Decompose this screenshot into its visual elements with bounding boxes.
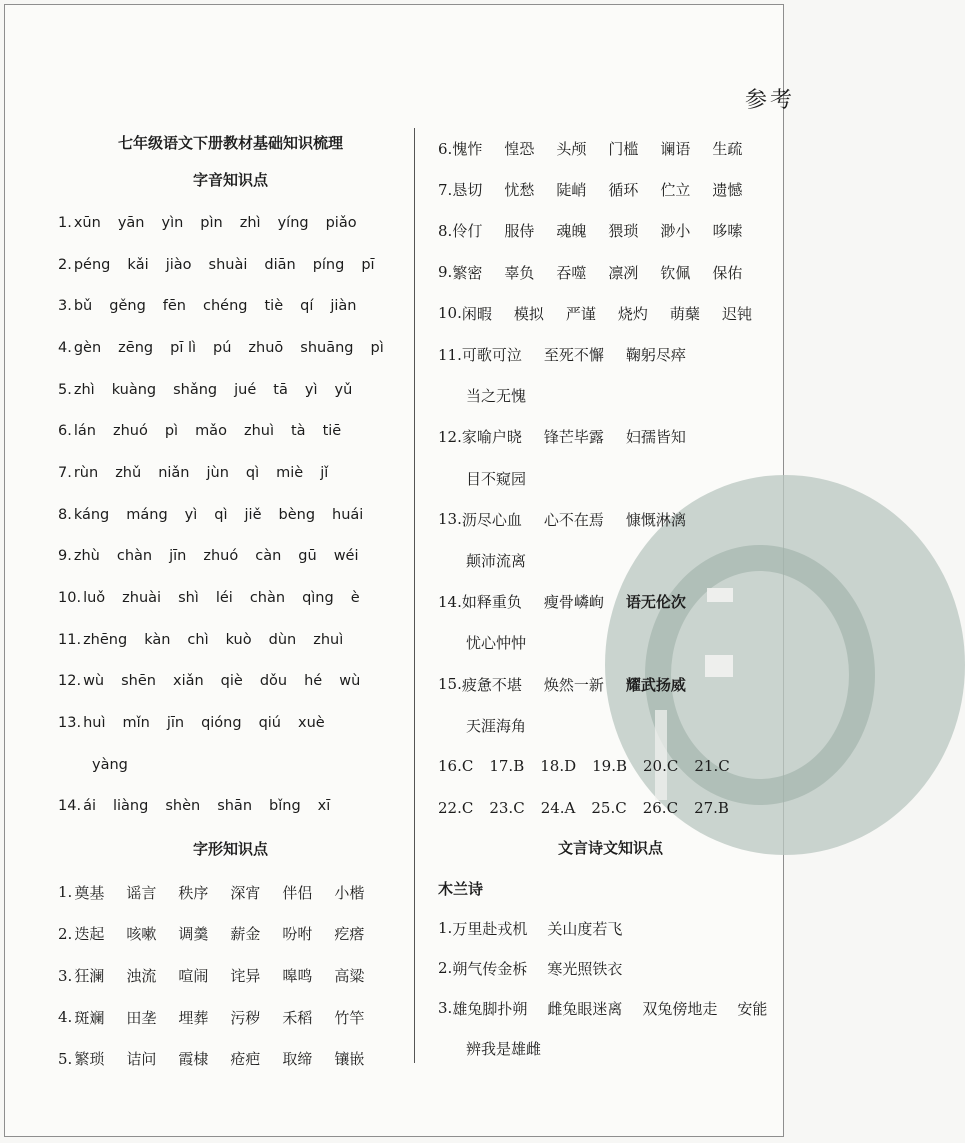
item-word: 奠基 (74, 883, 105, 902)
item-word: qióng (201, 715, 242, 732)
item-word: 如释重负 (461, 593, 522, 612)
pinyin-row (58, 702, 403, 744)
item-number: 11. (438, 345, 462, 364)
item-number: 8. (58, 506, 72, 523)
item-word: 疙瘩 (334, 925, 365, 944)
item-word: yān (117, 214, 145, 231)
item-number: 10. (58, 590, 82, 607)
choice-answers (438, 746, 783, 828)
item-word: jué (234, 381, 257, 398)
item-word: pī (361, 256, 375, 273)
item-word: zēng (118, 339, 154, 356)
item-word: shǎng (173, 381, 218, 398)
item-word: piǎo (325, 214, 357, 231)
item-word: huái (332, 506, 364, 523)
choice-answer: 23.C (489, 798, 525, 817)
item-word: kuò (225, 631, 252, 648)
choice-answer: 16.C (438, 757, 474, 776)
item-word: 钦佩 (660, 263, 691, 282)
zixing-row (438, 375, 783, 416)
item-word: zhēng (83, 631, 128, 648)
item-word: qì (245, 464, 260, 481)
item-word: pìn (200, 214, 223, 231)
mulan-title: 木兰诗 (438, 879, 484, 898)
item-word: 浊流 (126, 967, 157, 986)
mulan-row (438, 1028, 783, 1068)
item-number: 13. (58, 715, 82, 732)
item-word: càn (255, 548, 282, 565)
item-number: 3. (58, 966, 73, 985)
item-word: 喧闹 (178, 967, 209, 986)
item-word: 埋葬 (178, 1008, 209, 1027)
item-word: 霞棣 (178, 1050, 209, 1069)
item-word: 恳切 (452, 181, 483, 200)
item-word: jīn (166, 715, 185, 732)
item-number: 2. (58, 924, 73, 943)
choice-answer: 18.D (540, 757, 577, 776)
item-word: zhuài (122, 590, 162, 607)
item-word: jǐ (320, 464, 329, 481)
item-word: wù (83, 673, 105, 690)
item-word: 当之无愧 (466, 387, 527, 406)
pinyin-row (58, 661, 403, 703)
item-number: 2. (438, 959, 453, 978)
item-word: qiè (220, 673, 243, 690)
zixing-row (438, 540, 783, 581)
item-word: 伫立 (660, 181, 691, 200)
item-word: 诘问 (126, 1050, 157, 1069)
zixing-row (438, 416, 783, 457)
item-word: 鞠躬尽瘁 (625, 346, 686, 365)
mulan-row (438, 948, 783, 988)
zixing-row (438, 128, 783, 169)
item-word: chéng (203, 298, 248, 315)
item-word: 慷慨淋漓 (625, 510, 686, 529)
zixing-list (58, 871, 403, 1079)
choice-answer: 17.B (489, 757, 525, 776)
pinyin-row (58, 410, 403, 452)
zixing-row (438, 622, 783, 663)
item-word: 颠沛流离 (466, 551, 527, 570)
item-word: jiàn (330, 298, 357, 315)
item-word: 繁密 (452, 263, 483, 282)
item-word: zhuó (203, 548, 239, 565)
zixing-row (438, 499, 783, 540)
item-word: 目不窥园 (466, 469, 527, 488)
item-word: diān (264, 256, 296, 273)
item-word: 镶嵌 (334, 1050, 365, 1069)
choice-answer: 25.C (591, 798, 627, 817)
mulan-row (438, 988, 783, 1028)
mulan-list (438, 908, 783, 1068)
pinyin-row (58, 327, 403, 369)
item-word: 朔气传金柝 (452, 959, 528, 978)
item-word: 至死不懈 (543, 346, 604, 365)
item-word: 瘦骨嶙峋 (543, 593, 604, 612)
item-word: 渺小 (660, 222, 691, 241)
item-word: kàn (144, 631, 171, 648)
item-word: 心不在焉 (543, 510, 604, 529)
item-word: yì (304, 381, 318, 398)
item-word: 深宵 (230, 883, 261, 902)
zixing-row (58, 1038, 403, 1080)
pinyin-row (58, 285, 403, 327)
item-number: 14. (58, 798, 82, 815)
item-word: 双兔傍地走 (642, 999, 718, 1018)
zixing-list-continued (438, 128, 783, 746)
item-word: è (350, 590, 360, 607)
item-word: shuài (208, 256, 248, 273)
item-word: jùn (206, 464, 229, 481)
item-word: shèn (165, 798, 201, 815)
item-word: yàng (92, 756, 128, 773)
item-word: gèn (73, 339, 102, 356)
item-word: dǒu (259, 673, 288, 690)
item-word: pú (213, 339, 232, 356)
item-word: péng (73, 256, 111, 273)
item-word: 焕然一新 (543, 675, 604, 694)
item-word: jiào (165, 256, 192, 273)
item-word: wù (339, 673, 361, 690)
page-title: 七年级语文下册教材基础知识梳理 (117, 134, 343, 152)
item-word: 辜负 (504, 263, 535, 282)
item-word: zhuó (112, 423, 148, 440)
item-word: xuè (298, 715, 325, 732)
item-word: 安能 (737, 999, 768, 1018)
item-word: shì (178, 590, 199, 607)
item-word: yǔ (334, 381, 353, 398)
item-word: 循环 (608, 181, 639, 200)
choice-answer: 27.B (694, 798, 729, 817)
zixing-row (438, 705, 783, 746)
item-word: 可歌可泣 (461, 346, 522, 365)
item-number: 7. (438, 180, 453, 199)
item-word: hé (304, 673, 323, 690)
zixing-row (438, 169, 783, 210)
choice-answer: 19.B (592, 757, 628, 776)
zixing-row (438, 334, 783, 375)
item-number: 12. (58, 673, 82, 690)
item-word: 寒光照铁衣 (547, 959, 623, 978)
item-number: 10. (438, 304, 462, 323)
item-word: 惶恐 (504, 140, 535, 159)
item-word: 保佑 (712, 263, 743, 282)
item-word: zhì (73, 381, 95, 398)
item-number: 1. (58, 883, 73, 902)
item-word: 谣言 (126, 883, 157, 902)
column-divider (414, 128, 415, 1063)
choice-row (438, 787, 783, 828)
item-word: 萌蘖 (669, 304, 700, 323)
zixing-row (58, 871, 403, 913)
zixing-row (438, 458, 783, 499)
item-word: 关山度若飞 (547, 919, 623, 938)
item-number: 12. (438, 427, 462, 446)
item-word: ái (83, 798, 96, 815)
item-word: 愧怍 (452, 140, 483, 159)
item-word: zhuō (248, 339, 284, 356)
item-word: luǒ (83, 590, 106, 607)
item-word: 万里赴戎机 (452, 919, 528, 938)
right-column (438, 128, 783, 1068)
pinyin-row (58, 202, 403, 244)
item-word: xiǎn (172, 673, 204, 690)
item-word: niǎn (158, 464, 190, 481)
item-word: 伴侣 (282, 883, 313, 902)
item-word: 忧愁 (504, 181, 535, 200)
item-word: 调羹 (178, 925, 209, 944)
item-word: shēn (121, 673, 156, 690)
item-number: 5. (58, 1049, 73, 1068)
item-word: léi (215, 590, 233, 607)
item-number: 9. (438, 263, 453, 282)
item-word: fēn (162, 298, 186, 315)
zixing-row (58, 996, 403, 1038)
item-word: zhuì (243, 423, 274, 440)
pinyin-row (58, 786, 403, 828)
item-word: shuāng (300, 339, 354, 356)
item-number: 3. (438, 999, 453, 1018)
item-word: 迟钝 (721, 304, 752, 323)
item-word: 门槛 (608, 140, 639, 159)
item-word: 污秽 (230, 1008, 261, 1027)
item-word: 伶仃 (452, 222, 483, 241)
item-word: tà (290, 423, 306, 440)
item-word: 取缔 (282, 1050, 313, 1069)
item-word: 嗥鸣 (282, 967, 313, 986)
item-word: káng (73, 506, 110, 523)
item-word: 闲暇 (461, 304, 492, 323)
item-word: 小楷 (334, 883, 365, 902)
choice-answer: 22.C (438, 798, 474, 817)
item-word: kuàng (111, 381, 157, 398)
item-word: liàng (112, 798, 149, 815)
item-word: zhì (239, 214, 261, 231)
item-number: 4. (58, 1008, 73, 1027)
item-number: 1. (58, 214, 72, 231)
item-word: jiě (244, 506, 262, 523)
zixing-heading: 字形知识点 (192, 840, 268, 859)
item-word: 烧灼 (617, 304, 648, 323)
item-word: 生疏 (712, 140, 743, 159)
pinyin-heading: 字音知识点 (192, 171, 268, 189)
item-word: 遗憾 (712, 181, 743, 200)
item-number: 3. (58, 298, 72, 315)
item-word: bǔ (73, 298, 93, 315)
item-word: dùn (268, 631, 297, 648)
item-number: 7. (58, 464, 72, 481)
item-word: pì (164, 423, 179, 440)
pinyin-row (58, 619, 403, 661)
item-word: xūn (73, 214, 101, 231)
item-word: 雄兔脚扑朔 (452, 999, 528, 1018)
item-word: jīn (169, 548, 187, 565)
item-word: máng (126, 506, 168, 523)
item-word: 秩序 (178, 883, 209, 902)
item-word: qí (300, 298, 314, 315)
item-word: 咳嗽 (126, 925, 157, 944)
item-word: chàn (249, 590, 286, 607)
item-word: mǐn (122, 715, 150, 732)
pinyin-row (58, 452, 403, 494)
item-word: gū (298, 548, 317, 565)
item-word: 繁琐 (74, 1050, 105, 1069)
item-word: 谰语 (660, 140, 691, 159)
item-word: mǎo (195, 423, 227, 440)
item-word: huì (83, 715, 106, 732)
item-word: 诧异 (230, 967, 261, 986)
item-number: 2. (58, 256, 72, 273)
item-word: pī lì (170, 339, 197, 356)
item-word: 陡峭 (556, 181, 587, 200)
item-word: qìng (302, 590, 334, 607)
item-word: tā (273, 381, 288, 398)
item-number: 5. (58, 381, 72, 398)
item-number: 15. (438, 675, 462, 694)
item-word: rùn (73, 464, 99, 481)
item-word: 疮疤 (230, 1050, 261, 1069)
item-word: 禾稻 (282, 1008, 313, 1027)
item-word: lán (73, 423, 96, 440)
item-number: 14. (438, 592, 462, 611)
item-word: zhù (73, 548, 100, 565)
item-word: yìn (161, 214, 184, 231)
zixing-row (58, 913, 403, 955)
item-word: 忧心忡忡 (466, 634, 527, 653)
item-word: 薪金 (230, 925, 261, 944)
item-word: wéi (333, 548, 359, 565)
choice-row (438, 746, 783, 787)
item-number: 6. (58, 423, 72, 440)
item-word: 妇孺皆知 (625, 428, 686, 447)
zixing-row (438, 293, 783, 334)
item-number: 8. (438, 221, 453, 240)
pinyin-row (58, 494, 403, 536)
wenyan-heading: 文言诗文知识点 (557, 839, 663, 858)
item-word: bèng (278, 506, 316, 523)
item-word: 狂澜 (74, 967, 105, 986)
item-number: 1. (438, 919, 453, 938)
item-word: 语无伦次 (625, 593, 686, 612)
item-word: 锋芒毕露 (543, 428, 604, 447)
item-word: 严谨 (565, 304, 596, 323)
item-word: pì (370, 339, 384, 356)
item-word: 魂魄 (556, 222, 587, 241)
item-word: 头颅 (556, 140, 587, 159)
item-word: zhuì (313, 631, 344, 648)
item-word: qì (214, 506, 228, 523)
item-word: kǎi (127, 256, 149, 273)
item-word: 服侍 (504, 222, 535, 241)
zixing-row (58, 955, 403, 997)
item-word: 辨我是雄雌 (466, 1039, 542, 1058)
choice-answer: 21.C (694, 757, 730, 776)
item-number: 9. (58, 548, 72, 565)
item-word: 吩咐 (282, 925, 313, 944)
item-word: tiè (264, 298, 284, 315)
item-word: miè (276, 464, 304, 481)
item-word: qiú (258, 715, 282, 732)
item-word: 斑斓 (74, 1008, 105, 1027)
choice-answer: 24.A (540, 798, 576, 817)
item-number: 6. (438, 139, 453, 158)
left-column (58, 128, 403, 1080)
zixing-row (438, 581, 783, 622)
item-word: 模拟 (513, 304, 544, 323)
item-word: 吞噬 (556, 263, 587, 282)
zixing-row (438, 210, 783, 251)
item-word: yì (184, 506, 198, 523)
item-word: 哆嗦 (712, 222, 743, 241)
item-word: píng (312, 256, 345, 273)
item-word: 田垄 (126, 1008, 157, 1027)
pinyin-list (58, 202, 403, 827)
item-word: 凛冽 (608, 263, 639, 282)
item-word: 沥尽心血 (461, 510, 522, 529)
pinyin-row (58, 577, 403, 619)
zixing-row (438, 252, 783, 293)
item-word: zhǔ (115, 464, 142, 481)
corner-label: 参考 (745, 88, 796, 113)
choice-answer: 20.C (643, 757, 679, 776)
item-word: 耀武扬威 (625, 675, 686, 694)
item-word: chàn (116, 548, 153, 565)
item-number: 13. (438, 510, 462, 529)
pinyin-row (58, 244, 403, 286)
item-word: 疲惫不堪 (461, 675, 522, 694)
item-word: gěng (109, 298, 146, 315)
choice-answer: 26.C (642, 798, 679, 817)
item-word: 雌兔眼迷离 (547, 999, 623, 1018)
item-word: xī (317, 798, 331, 815)
item-word: bǐng (269, 798, 301, 815)
pinyin-row (58, 536, 403, 578)
item-number: 11. (58, 631, 82, 648)
item-word: 高粱 (334, 967, 365, 986)
item-word: chì (187, 631, 209, 648)
item-word: 家喻户晓 (461, 428, 522, 447)
item-word: yíng (277, 214, 309, 231)
item-word: shān (217, 798, 253, 815)
item-word: 天涯海角 (466, 716, 527, 735)
item-word: 迭起 (74, 925, 105, 944)
item-number: 4. (58, 339, 72, 356)
zixing-row (438, 663, 783, 704)
pinyin-row (58, 369, 403, 411)
item-word: 竹竿 (334, 1008, 365, 1027)
item-word: tiē (322, 423, 342, 440)
item-word: 猥琐 (608, 222, 639, 241)
mulan-row (438, 908, 783, 948)
pinyin-row (58, 744, 403, 786)
